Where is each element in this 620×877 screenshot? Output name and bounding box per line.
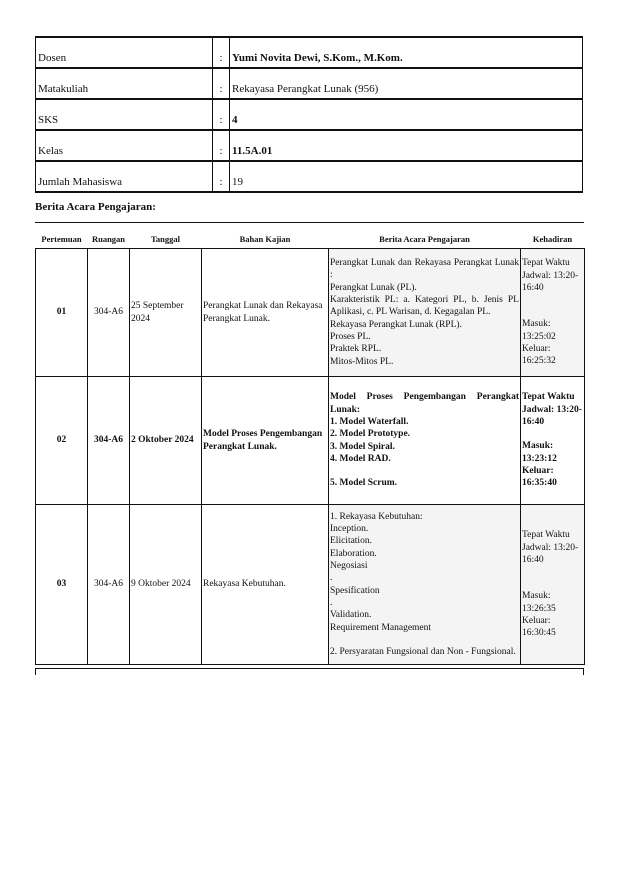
info-row-sks	[36, 99, 583, 130]
info-row-kelas	[36, 130, 583, 161]
info-value: 4	[230, 99, 583, 130]
info-label: Kelas	[36, 130, 213, 161]
cell-bahan-kajian: Rekayasa Kebutuhan.	[202, 505, 329, 665]
attendance-keluar: Keluar: 16:25:32	[522, 343, 556, 367]
berita-line: 5. Model Scrum.	[330, 478, 398, 489]
table-top-rule	[35, 222, 584, 223]
table-bottom-rule	[35, 668, 584, 669]
berita-line: Perangkat Lunak (PL).	[330, 282, 417, 293]
table-row	[36, 377, 585, 505]
berita-line: Proses PL.	[330, 331, 371, 342]
info-label: Jumlah Mahasiswa	[36, 161, 213, 192]
berita-line: Elicitation.	[330, 536, 372, 547]
attendance-masuk: Masuk: 13:26:35	[522, 591, 556, 614]
attendance-jadwal: Jadwal: 13:20-16:40	[522, 270, 579, 294]
cell-pertemuan: 03	[36, 505, 88, 665]
cell-berita-acara	[329, 377, 521, 505]
attendance-masuk: Masuk: 13:25:02	[522, 319, 556, 342]
info-label: SKS	[36, 99, 213, 130]
cell-tanggal: 9 Oktober 2024	[130, 505, 202, 665]
berita-line: Rekayasa Perangkat Lunak (RPL).	[330, 319, 462, 330]
berita-line: Spesification	[330, 585, 380, 596]
attendance-keluar: Keluar: 16:30:45	[522, 615, 556, 639]
berita-line: 1. Model Waterfall.	[330, 417, 409, 428]
col-header-ruangan: Ruangan	[88, 230, 130, 249]
table-row	[36, 249, 585, 377]
berita-line: 2. Persyaratan Fungsional dan Non - Fungsional.	[330, 646, 516, 657]
info-label: Dosen	[36, 37, 213, 68]
berita-line: Validation.	[330, 610, 372, 621]
berita-line: Negosiasi	[330, 561, 368, 572]
berita-line: Inception.	[330, 524, 369, 535]
info-colon: :	[213, 68, 230, 99]
bap-table	[35, 230, 585, 665]
attendance-jadwal: Jadwal: 13:20-16:40	[522, 542, 579, 566]
info-colon: :	[213, 161, 230, 192]
info-colon: :	[213, 130, 230, 161]
berita-line: Karakteristik PL: a. Kategori PL, b. Jenis PL Aplikasi, c. PL Warisan, d. Kegagalan PL.	[330, 295, 519, 318]
lecture-info-table	[35, 36, 583, 193]
cell-kehadiran	[521, 505, 585, 665]
berita-line: Elaboration.	[330, 548, 377, 559]
col-header-kehadiran: Kehadiran	[521, 230, 585, 249]
cell-kehadiran	[521, 377, 585, 505]
col-header-bahan-kajian: Bahan Kajian	[202, 230, 329, 249]
table-row	[36, 505, 585, 665]
attendance-status: Tepat Waktu	[522, 392, 575, 403]
cell-berita-acara	[329, 505, 521, 665]
berita-line: 4. Model RAD.	[330, 453, 391, 464]
berita-line: .	[330, 597, 333, 608]
cell-ruangan: 304-A6	[88, 249, 130, 377]
col-header-berita-acara: Berita Acara Pengajaran	[329, 230, 521, 249]
berita-line: .	[330, 573, 333, 584]
berita-line: Mitos-Mitos PL.	[330, 356, 394, 367]
berita-line: 2. Model Prototype.	[330, 429, 411, 440]
col-header-tanggal: Tanggal	[130, 230, 202, 249]
info-label: Matakuliah	[36, 68, 213, 99]
info-colon: :	[213, 37, 230, 68]
attendance-jadwal: Jadwal: 13:20-16:40	[522, 404, 582, 428]
col-header-pertemuan: Pertemuan	[36, 230, 88, 249]
berita-line: Model Proses Pengembangan Perangkat Lunak:	[330, 392, 519, 415]
attendance-keluar: Keluar: 16:35:40	[522, 465, 557, 489]
cell-kehadiran	[521, 249, 585, 377]
info-row-jumlah-mahasiswa	[36, 161, 583, 192]
section-title: Berita Acara Pengajaran:	[35, 201, 156, 213]
cell-tanggal: 25 September 2024	[130, 249, 202, 377]
info-colon: :	[213, 99, 230, 130]
attendance-status: Tepat Waktu	[522, 258, 570, 269]
berita-line: Praktek RPL.	[330, 344, 382, 355]
attendance-status: Tepat Waktu	[522, 530, 570, 541]
cell-ruangan: 304-A6	[88, 377, 130, 505]
berita-line: Requirement Management	[330, 622, 432, 633]
cell-bahan-kajian: Perangkat Lunak dan Rekayasa Perangkat Lunak.	[202, 249, 329, 377]
info-value: 19	[230, 161, 583, 192]
berita-line: 3. Model Spiral.	[330, 441, 395, 452]
info-row-dosen	[36, 37, 583, 68]
info-value: Yumi Novita Dewi, S.Kom., M.Kom.	[230, 37, 583, 68]
info-value: Rekayasa Perangkat Lunak (956)	[230, 68, 583, 99]
cell-pertemuan: 01	[36, 249, 88, 377]
cell-ruangan: 304-A6	[88, 505, 130, 665]
berita-line: Perangkat Lunak dan Rekayasa Perangkat Lunak :	[330, 258, 519, 281]
info-row-matakuliah	[36, 68, 583, 99]
berita-line: 1. Rekayasa Kebutuhan:	[330, 511, 423, 522]
cell-bahan-kajian: Model Proses Pengembangan Perangkat Lunak.	[202, 377, 329, 505]
cell-tanggal: 2 Oktober 2024	[130, 377, 202, 505]
cell-berita-acara	[329, 249, 521, 377]
info-value: 11.5A.01	[230, 130, 583, 161]
cell-pertemuan: 02	[36, 377, 88, 505]
table-header-row	[36, 230, 585, 249]
attendance-masuk: Masuk: 13:23:12	[522, 441, 557, 464]
